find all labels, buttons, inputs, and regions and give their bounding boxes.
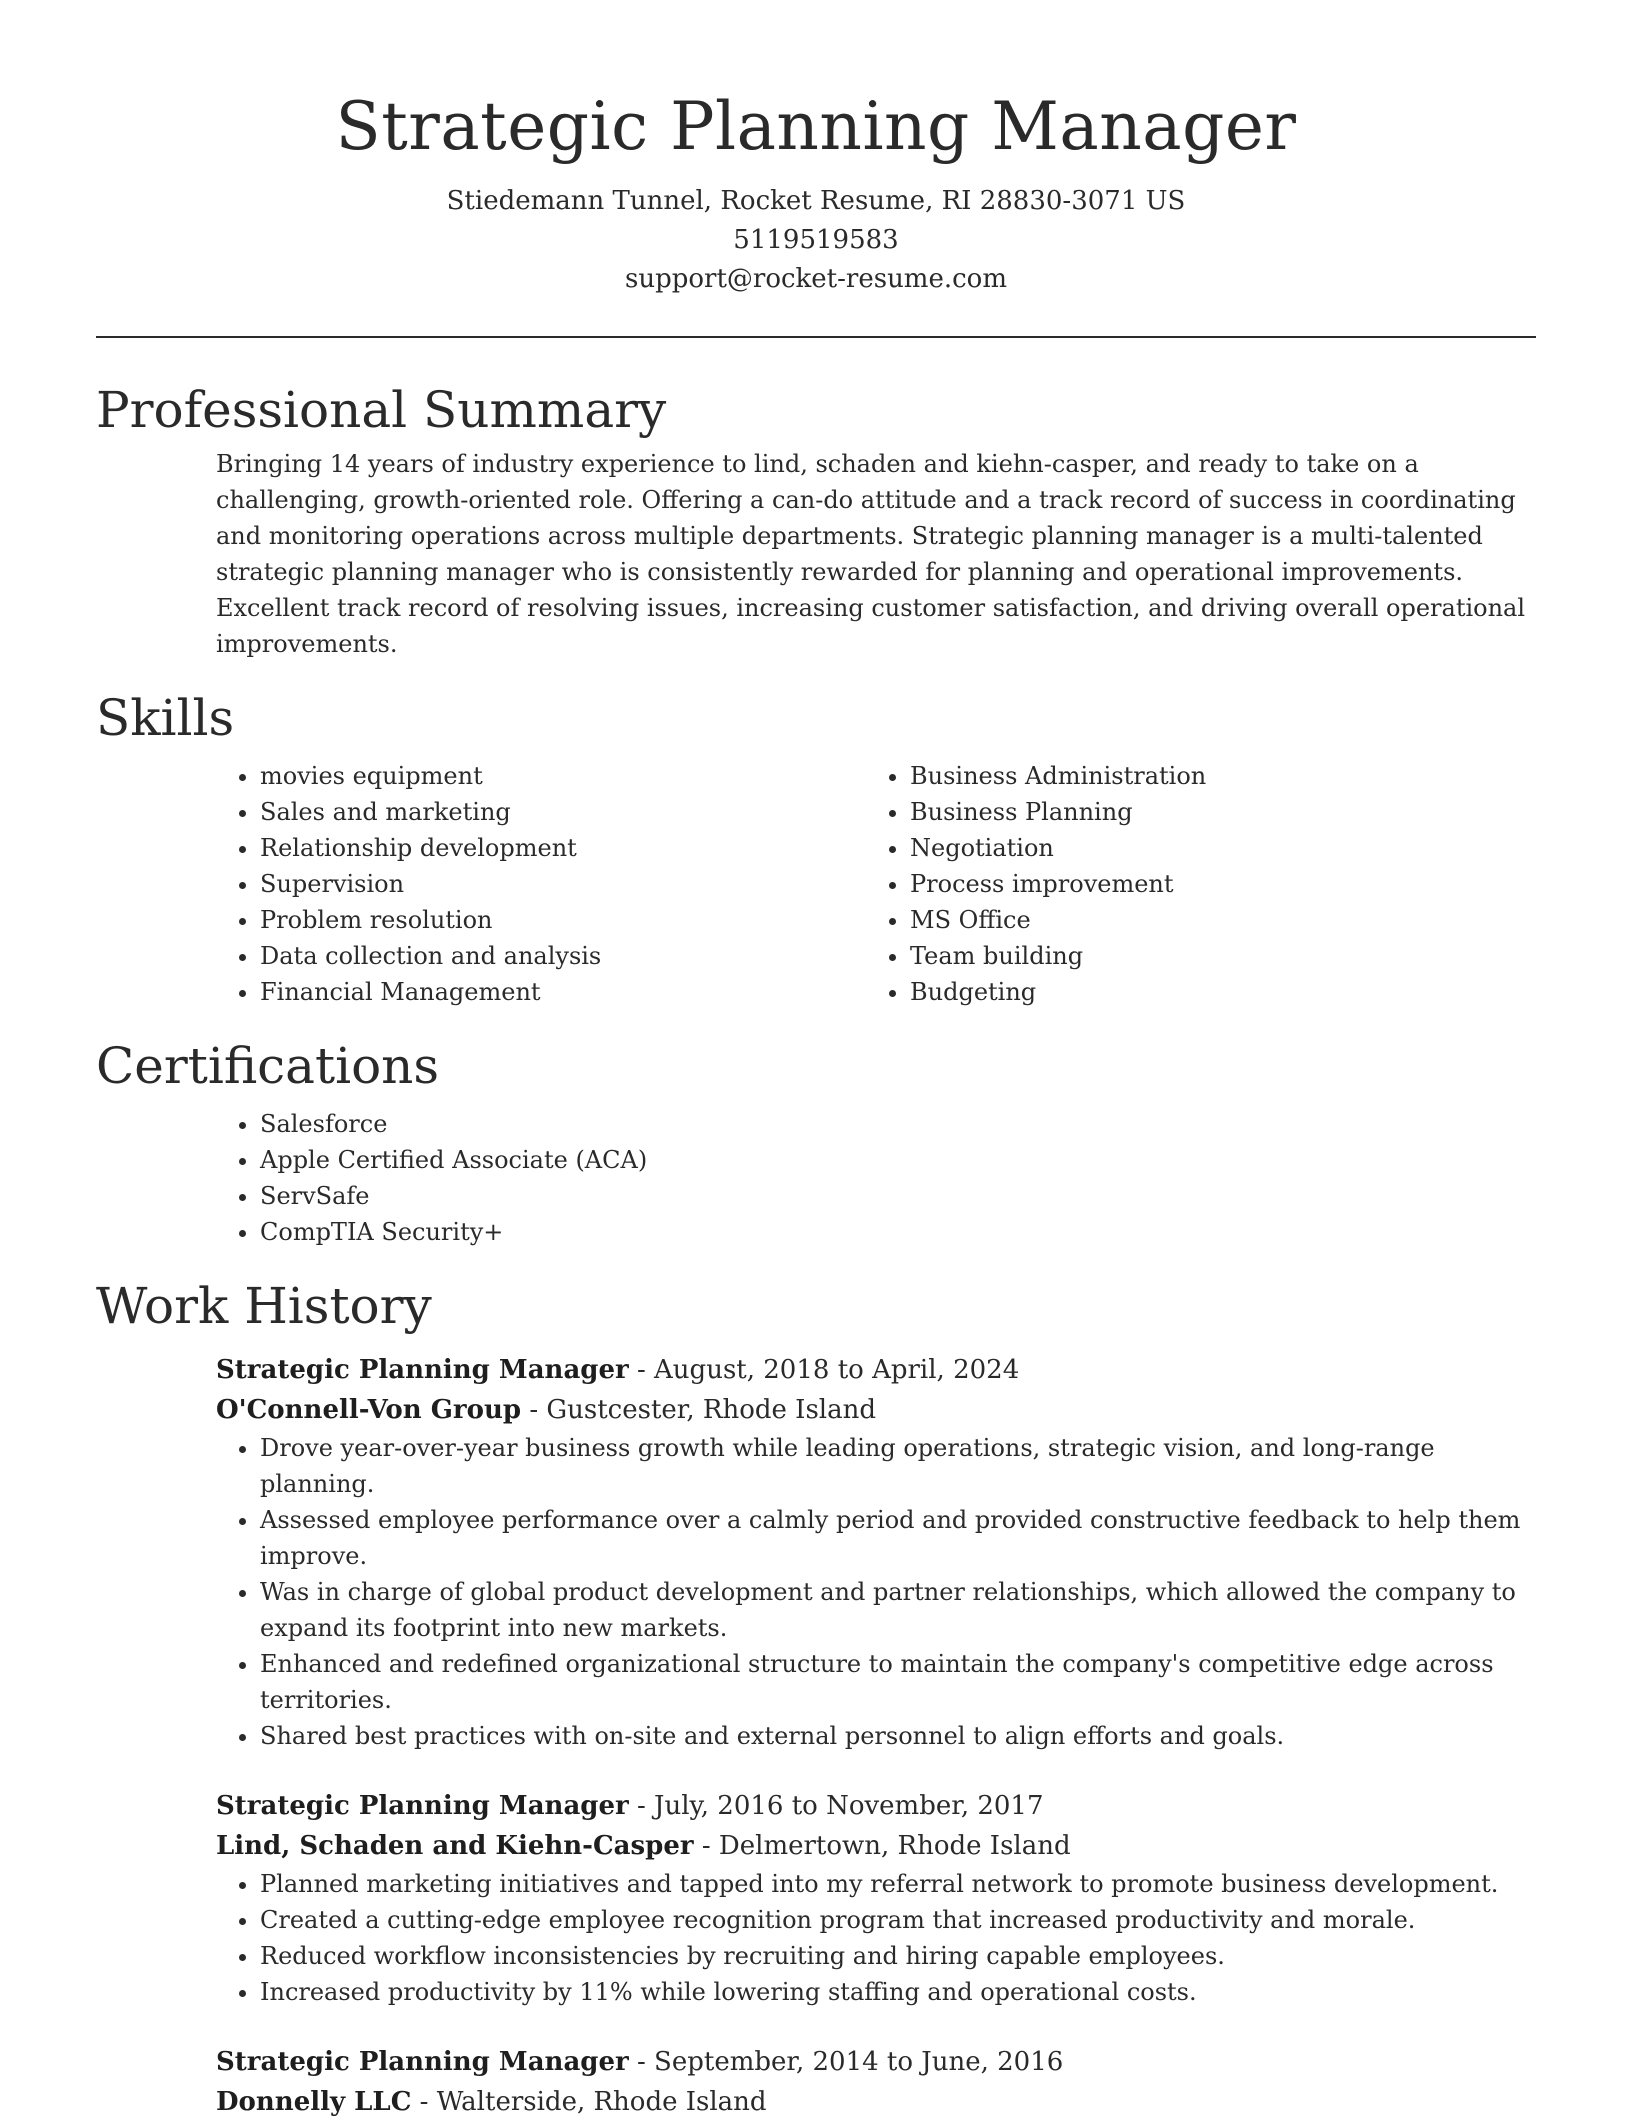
list-item: • Business Administration xyxy=(910,758,1516,794)
list-item: • Assessed employee performance over a calmly period and provided constructive feedback to help them improve. xyxy=(260,1502,1536,1574)
list-item: • MS Office xyxy=(910,902,1516,938)
phone: 5119519583 xyxy=(733,225,899,255)
skills-column-left xyxy=(216,758,866,1010)
list-item: • Increased productivity by 11% while lowering staffing and operational costs. xyxy=(260,1974,1536,2010)
job-company: O'Connell-Von Group xyxy=(216,1395,522,1425)
list-item: • Was in charge of global product development and partner relationships, which allowed the company to expand its footprint into new markets. xyxy=(260,1574,1536,1646)
job-location: - Gustcester, Rhode Island xyxy=(521,1395,876,1425)
job-company: Donnelly LLC xyxy=(216,2087,412,2117)
list-item: • Apple Certified Associate (ACA) xyxy=(260,1142,1536,1178)
email: support@rocket-resume.com xyxy=(624,264,1007,294)
job-bullets xyxy=(216,1430,1536,1754)
summary-title: Professional Summary xyxy=(96,381,667,439)
job-title-line xyxy=(216,1786,1536,1826)
candidate-name: Strategic Planning Manager xyxy=(335,88,1297,165)
list-item: • Process improvement xyxy=(910,866,1516,902)
job-role: Strategic Planning Manager xyxy=(216,1355,629,1385)
list-item: • Relationship development xyxy=(260,830,866,866)
list-item: • Drove year-over-year business growth while leading operations, strategic vision, and long-range planning. xyxy=(260,1430,1536,1502)
list-item: • movies equipment xyxy=(260,758,866,794)
job-title-line xyxy=(216,1350,1536,1390)
list-item: • Team building xyxy=(910,938,1516,974)
list-item: • Planned marketing initiatives and tapped into my referral network to promote business development. xyxy=(260,1866,1536,1902)
job-company-line xyxy=(216,2082,1536,2122)
work-history-title: Work History xyxy=(96,1277,432,1335)
list-item: • Sales and marketing xyxy=(260,794,866,830)
list-item: • Data collection and analysis xyxy=(260,938,866,974)
skills-title: Skills xyxy=(96,689,235,747)
job-location: - Delmertown, Rhode Island xyxy=(693,1831,1071,1861)
summary-text: Bringing 14 years of industry experience to lind, schaden and kiehn-casper, and ready to take on a challenging, growth-oriented role. Offering a can-do attitude and a track record of success in coordinating and monitoring operations across multiple departments. Strategic planning manager is a multi-talented strategic planning manager who is consistently rewarded for planning and operational improvements. Excellent track record of resolving issues, increasing customer satisfaction, and driving overall operational improvements. xyxy=(216,450,1526,658)
skills-section xyxy=(96,688,1536,1010)
list-item: • Reduced workflow inconsistencies by recruiting and hiring capable employees. xyxy=(260,1938,1536,1974)
job-dates: - September, 2014 to June, 2016 xyxy=(628,2047,1064,2077)
job-entry xyxy=(216,1786,1536,2010)
list-item: • CompTIA Security+ xyxy=(260,1214,1536,1250)
resume-header xyxy=(96,0,1536,299)
skills-column-right xyxy=(866,758,1516,1010)
list-item: • Shared best practices with on-site and external personnel to align efforts and goals. xyxy=(260,1718,1536,1754)
list-item: • Created a cutting-edge employee recognition program that increased productivity and morale. xyxy=(260,1902,1536,1938)
list-item: • Salesforce xyxy=(260,1106,1536,1142)
job-role: Strategic Planning Manager xyxy=(216,2047,629,2077)
job-bullets xyxy=(216,1866,1536,2010)
list-item: • Enhanced and redefined organizational structure to maintain the company's competitive edge across territories. xyxy=(260,1646,1536,1718)
job-entry xyxy=(216,1350,1536,1754)
list-item: • Problem resolution xyxy=(260,902,866,938)
job-location: - Walterside, Rhode Island xyxy=(411,2087,767,2117)
job-dates: - August, 2018 to April, 2024 xyxy=(628,1355,1020,1385)
contact-info xyxy=(96,182,1536,299)
address: Stiedemann Tunnel, Rocket Resume, RI 28830-3071 US xyxy=(446,186,1186,216)
job-entry xyxy=(216,2042,1536,2122)
job-company-line xyxy=(216,1826,1536,1866)
job-company-line xyxy=(216,1390,1536,1430)
header-divider xyxy=(96,336,1536,338)
job-company: Lind, Schaden and Kiehn-Casper xyxy=(216,1831,694,1861)
job-dates: - July, 2016 to November, 2017 xyxy=(628,1791,1044,1821)
work-history-section xyxy=(96,1276,1536,2122)
list-item: • Negotiation xyxy=(910,830,1516,866)
list-item: • ServSafe xyxy=(260,1178,1536,1214)
skills-grid xyxy=(216,758,1536,1010)
list-item: • Budgeting xyxy=(910,974,1516,1010)
certifications-list xyxy=(216,1106,1536,1250)
list-item: • Business Planning xyxy=(910,794,1516,830)
job-role: Strategic Planning Manager xyxy=(216,1791,629,1821)
certifications-section xyxy=(96,1036,1536,1250)
list-item: • Supervision xyxy=(260,866,866,902)
job-title-line xyxy=(216,2042,1536,2082)
certifications-title: Certifications xyxy=(96,1037,440,1095)
resume-page xyxy=(96,0,1536,2122)
list-item: • Financial Management xyxy=(260,974,866,1010)
